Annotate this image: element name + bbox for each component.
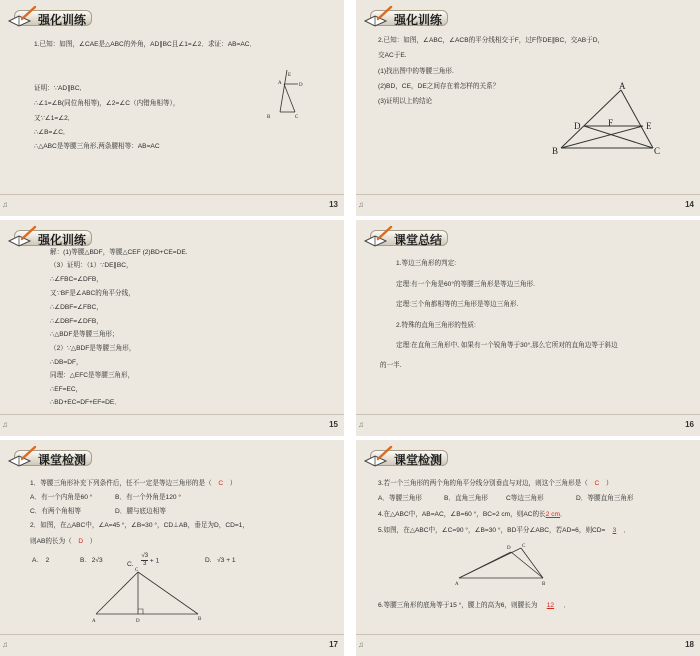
slide-title: 课堂总结	[394, 233, 443, 247]
label-a: A	[278, 81, 282, 86]
q2-option-c[interactable]: C. $\frac{√3}{3}$ + 1	[127, 553, 160, 569]
label-f: F	[608, 118, 614, 128]
slide-16[interactable]	[356, 220, 700, 436]
answer-6: 12	[546, 602, 555, 609]
proof-line: 又∵∠1=∠2,	[34, 115, 70, 122]
book-pen-icon	[362, 224, 396, 250]
slide-header	[6, 444, 92, 470]
label-c: C	[135, 568, 139, 573]
solution-line: ∴DB=DF，	[50, 359, 83, 366]
option-a[interactable]: A．等腰三角形	[378, 495, 422, 502]
solution-line: （3）证明：（1）∵DE∥BC，	[50, 262, 133, 269]
label-d: D	[574, 121, 581, 131]
slide-15[interactable]	[0, 220, 344, 436]
book-pen-icon	[6, 224, 40, 250]
option-b[interactable]: B．直角三角形	[444, 495, 488, 502]
q2-option-a[interactable]: A. 2	[32, 557, 50, 564]
slide-header	[6, 4, 92, 30]
summary-line: 定理:三个角都相等的三角形是等边三角形.	[396, 301, 519, 308]
label-d: D	[299, 83, 303, 88]
footer-divider	[356, 414, 700, 415]
page-number: 16	[685, 420, 694, 429]
solution-line: 解：(1)等腰△BDF，等腰△CEF (2)BD+CE=DE.	[50, 249, 188, 256]
slide-14[interactable]	[356, 0, 700, 216]
label-b: B	[552, 146, 559, 156]
proof-line: ∴∠1=∠B(同位角相等)，∠2=∠C（内错角相等），	[34, 100, 180, 107]
slide-header	[362, 444, 448, 470]
label-d: D	[136, 619, 140, 624]
summary-line: 2.特殊的直角三角形的性质:	[396, 322, 476, 329]
summary-line: 1.等边三角形的判定:	[396, 260, 457, 267]
slide-header	[362, 224, 448, 250]
question-2: 2．如图，在△ABC中，∠A=45 °，∠B=30 °，CD⊥AB，垂足为D，CD=1，	[30, 522, 249, 529]
question-line: (3)证明以上的结论	[378, 98, 433, 105]
solution-line: ∴BD+EC=DF+EF=DE．	[50, 399, 121, 406]
page-number: 13	[329, 200, 338, 209]
summary-line: 定理:有一个角是60°的等腰三角形是等边三角形.	[396, 281, 535, 288]
label-b: B	[267, 115, 271, 120]
option-b[interactable]: B．有一个外角是120 °	[115, 494, 182, 501]
page-number: 18	[685, 640, 694, 649]
label-c: C	[522, 544, 526, 549]
slide-13[interactable]	[0, 0, 344, 216]
label-a: A	[455, 582, 459, 587]
proof-line: ∴∠B=∠C,	[34, 129, 65, 136]
q2-option-b[interactable]: B. 2√3	[80, 557, 103, 564]
triangle-figure	[451, 540, 551, 588]
footer-divider	[356, 634, 700, 635]
label-c: C	[654, 146, 661, 156]
solution-line: ∴∠FBC=∠DFB，	[50, 276, 103, 283]
slide-header	[6, 224, 92, 250]
slide-title: 强化训练	[394, 13, 443, 27]
slide-18[interactable]	[356, 440, 700, 656]
solution-line: 又∵BF是∠ABC的角平分线，	[50, 290, 135, 297]
slide-title: 强化训练	[38, 13, 87, 27]
book-pen-icon	[6, 444, 40, 470]
sound-icon[interactable]: ♫	[2, 200, 8, 209]
option-d[interactable]: D．等腰直角三角形	[576, 495, 634, 502]
sound-icon[interactable]: ♫	[2, 640, 8, 649]
problem-text: 2.已知：如图，∠ABC，∠ACB的平分线相交于F，过F作DE∥BC，交AB于D，	[378, 37, 605, 44]
question-3: 3.若一个三角形的两个角的角平分线分别垂直与对边，则这个三角形是（ C ）	[378, 480, 613, 487]
solution-line: ∴∠DBF=∠DFB，	[50, 318, 103, 325]
solution-line: ∴△BDF是等腰三角形；	[50, 331, 119, 338]
proof-line: 证明：∵AD∥BC,	[34, 85, 82, 92]
solution-line: ∴∠DBF=∠FBC，	[50, 304, 103, 311]
sound-icon[interactable]: ♫	[358, 420, 364, 429]
label-e: E	[646, 121, 652, 131]
triangle-figure	[551, 82, 671, 156]
question-line: (2)BD，CE，DE之间存在着怎样的关系？	[378, 83, 500, 90]
q2-option-d[interactable]: D. √3 + 1	[205, 557, 236, 564]
answer-5: 3	[612, 527, 617, 534]
proof-line: ∴△ABC是等腰三角形,两条腰相等：AB=AC	[34, 143, 160, 150]
page-number: 14	[685, 200, 694, 209]
answer-2: D	[78, 538, 84, 545]
slide-title: 课堂检测	[394, 453, 443, 467]
slide-title: 强化训练	[38, 233, 87, 247]
solution-line: 同理：△EFC是等腰三角形，	[50, 372, 135, 379]
label-a: A	[619, 81, 626, 91]
option-a[interactable]: A．有一个内角是60 °	[30, 494, 93, 501]
sound-icon[interactable]: ♫	[2, 420, 8, 429]
label-d: D	[507, 546, 511, 551]
answer-3: C	[594, 480, 600, 487]
option-c[interactable]: C等边三角形	[506, 495, 544, 502]
footer-divider	[0, 194, 344, 195]
label-c: C	[295, 115, 299, 120]
slide-17[interactable]	[0, 440, 344, 656]
problem-text: 交AC于E.	[378, 52, 407, 59]
option-d[interactable]: D．腰与底边相等	[115, 508, 166, 515]
question-2-cont: 则AB的长为（ D ）	[30, 538, 97, 545]
book-pen-icon	[362, 444, 396, 470]
question-6: 6.等腰三角形的底角等于15 °，腰上的高为6，则腰长为 12 ．	[378, 602, 571, 609]
triangle-figure	[262, 70, 312, 122]
answer-4: 2 cm	[545, 511, 560, 518]
label-a: A	[92, 619, 96, 624]
summary-line: 定理:在直角三角形中, 如果有一个锐角等于30°,那么它所对的直角边等于斜边	[396, 342, 618, 349]
problem-text: 1.已知：如图，∠CAE是△ABC的外角，AD∥BC且∠1=∠2．求证：AB=AC．	[34, 41, 257, 48]
sound-icon[interactable]: ♫	[358, 200, 364, 209]
triangle-figure	[90, 568, 210, 626]
summary-line: 的一半.	[380, 362, 402, 369]
label-b: B	[542, 582, 546, 587]
question-line: (1)找出图中的等腰三角形.	[378, 68, 454, 75]
label-b: B	[198, 617, 202, 622]
footer-divider	[356, 194, 700, 195]
page-number: 15	[329, 420, 338, 429]
slide-header	[362, 4, 448, 30]
sound-icon[interactable]: ♫	[358, 640, 364, 649]
slide-title: 课堂检测	[38, 453, 87, 467]
solution-line: ∴EF=EC，	[50, 386, 83, 393]
question-4: 4.在△ABC中，AB=AC，∠B=60 °，BC=2 cm，则AC的长2 cm．	[378, 511, 567, 518]
footer-divider	[0, 414, 344, 415]
solution-line: （2）∵△BDF是等腰三角形，	[50, 345, 136, 352]
option-c[interactable]: C．有两个角相等	[30, 508, 81, 515]
label-e: E	[288, 73, 292, 78]
book-pen-icon	[362, 4, 396, 30]
question-1: 1．等腰三角形补充下列条件后，任不一定是等边三角形的是（ C ）	[30, 480, 237, 487]
question-5: 5.如图，在△ABC中，∠C=90 °，∠B=30 °，BD平分∠ABC，若AD=6，则CD= 3 ．	[378, 527, 631, 534]
page-number: 17	[329, 640, 338, 649]
answer-1: C	[218, 480, 224, 487]
footer-divider	[0, 634, 344, 635]
book-pen-icon	[6, 4, 40, 30]
